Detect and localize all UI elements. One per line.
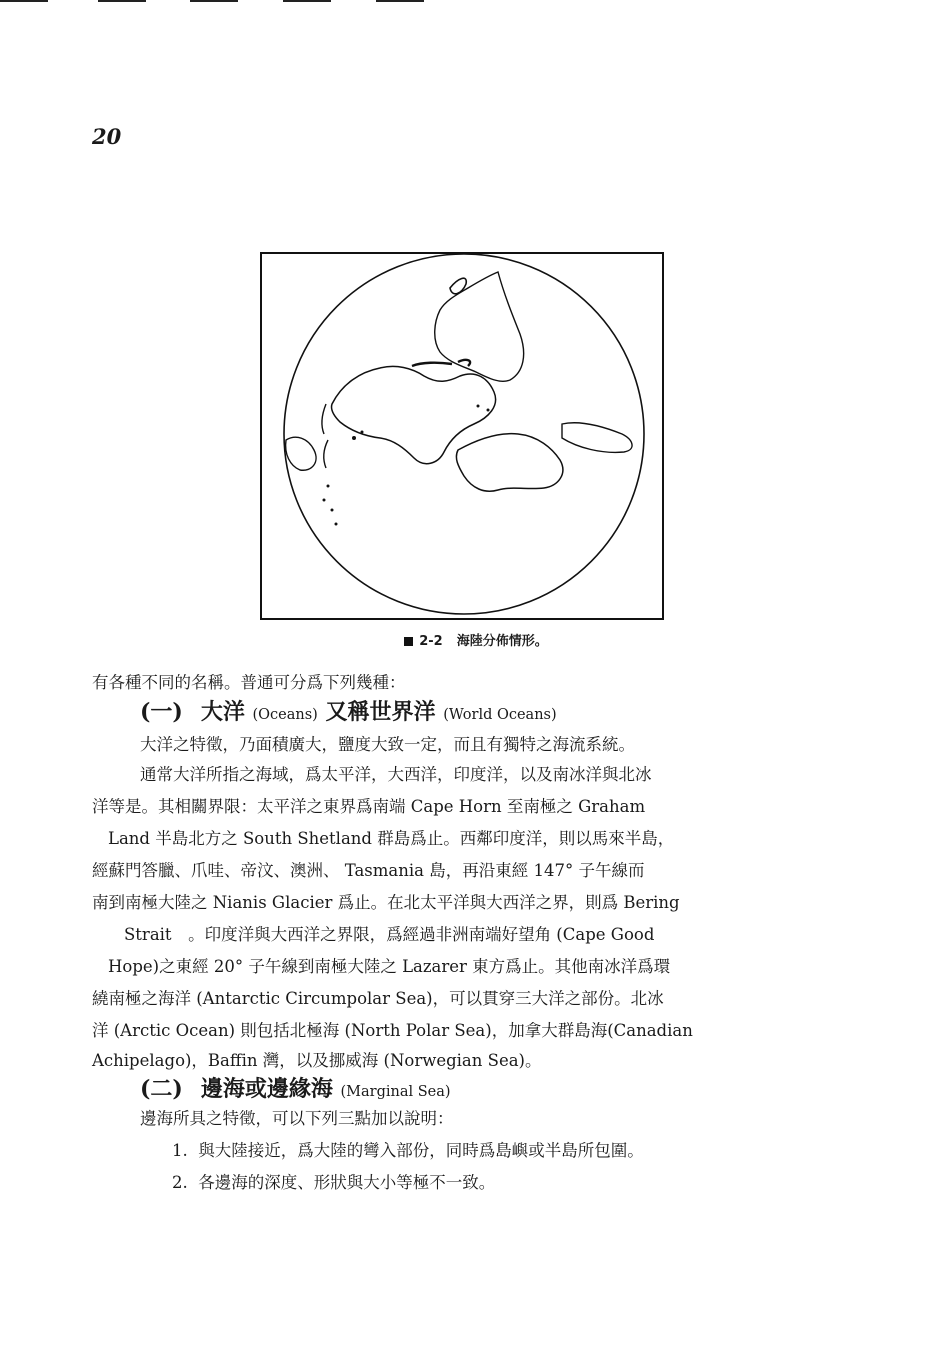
paragraph-2-line: 南到南極大陸之 Nianis Glacier 爲止。在北太平洋與大西洋之界，則爲 Bering (92, 893, 680, 912)
paragraph-2-line: 通常大洋所指之海域，爲太平洋，大西洋，印度洋，以及南冰洋與北冰 (140, 765, 652, 784)
paragraph-2-line: 洋等是。其相關界限：太平洋之東界爲南端 Cape Horn 至南極之 Graham (92, 797, 646, 816)
paragraph-2-line: 繞南極之海洋 (Antarctic Circumpolar Sea)，可以貫穿三大洋之部份。北冰 (92, 989, 664, 1008)
section2-title-zh: 邊海或邊緣海 (200, 1076, 333, 1102)
section1-title-zh: 大洋 (200, 699, 245, 725)
paragraph-2-line: Hope)之東經 20° 子午線到南極大陸之 Lazarer 東方爲止。其他南冰洋爲環 (108, 957, 671, 976)
paragraph-2-line: 經蘇門答臘、爪哇、帝汶、澳洲、 Tasmania 島，再沿東經 147° 子午線而 (92, 861, 645, 880)
section2-title-en: (Marginal Sea) (340, 1084, 451, 1100)
section1-title-zh2: 又稱世界洋 (325, 699, 436, 725)
paragraph-3: 邊海所具之特徵，可以下列三點加以說明： (140, 1109, 454, 1128)
list-item (172, 1172, 495, 1194)
caption-square-icon (404, 637, 413, 646)
section1-title-en2: (World Oceans) (443, 707, 557, 723)
paragraph-2-line: Land 半島北方之 South Shetland 群島爲止。西鄰印度洋，則以馬來半島， (108, 829, 675, 848)
section1-marker: (一) (140, 699, 183, 725)
paragraph-2-line: Strait 。印度洋與大西洋之界限，爲經過非洲南端好望角 (Cape Good (124, 925, 655, 944)
section2-heading (140, 1078, 451, 1103)
list-item-number: 1. (172, 1141, 188, 1160)
caption-number: 2-2 (419, 634, 443, 649)
world-map-illustration (262, 254, 662, 618)
page-number: 20 (92, 124, 122, 149)
figure-map (260, 252, 664, 620)
top-rules (0, 0, 952, 4)
section1-title-en1: (Oceans) (252, 707, 318, 723)
intro-line: 有各種不同的名稱。普通可分爲下列幾種： (92, 673, 406, 692)
list-item-number: 2. (172, 1173, 188, 1192)
paragraph-2-line: 洋 (Arctic Ocean) 則包括北極海 (North Polar Sea)，加拿大群島海(Canadian (92, 1021, 693, 1040)
caption-text: 海陸分佈情形。 (456, 634, 548, 649)
list-item-text: 與大陸接近，爲大陸的彎入部份，同時爲島嶼或半島所包圍。 (198, 1141, 644, 1160)
list-item-text: 各邊海的深度、形狀與大小等極不一致。 (198, 1173, 496, 1192)
figure-caption (0, 630, 952, 649)
list-item (172, 1140, 644, 1162)
paragraph-1: 大洋之特徵，乃面積廣大，鹽度大致一定，而且有獨特之海流系統。 (140, 735, 635, 754)
paragraph-2-line: Achipelago)，Baffin 灣，以及挪威海 (Norwegian Sea)。 (92, 1051, 542, 1070)
section1-heading (140, 701, 557, 726)
section2-marker: (二) (140, 1076, 183, 1102)
